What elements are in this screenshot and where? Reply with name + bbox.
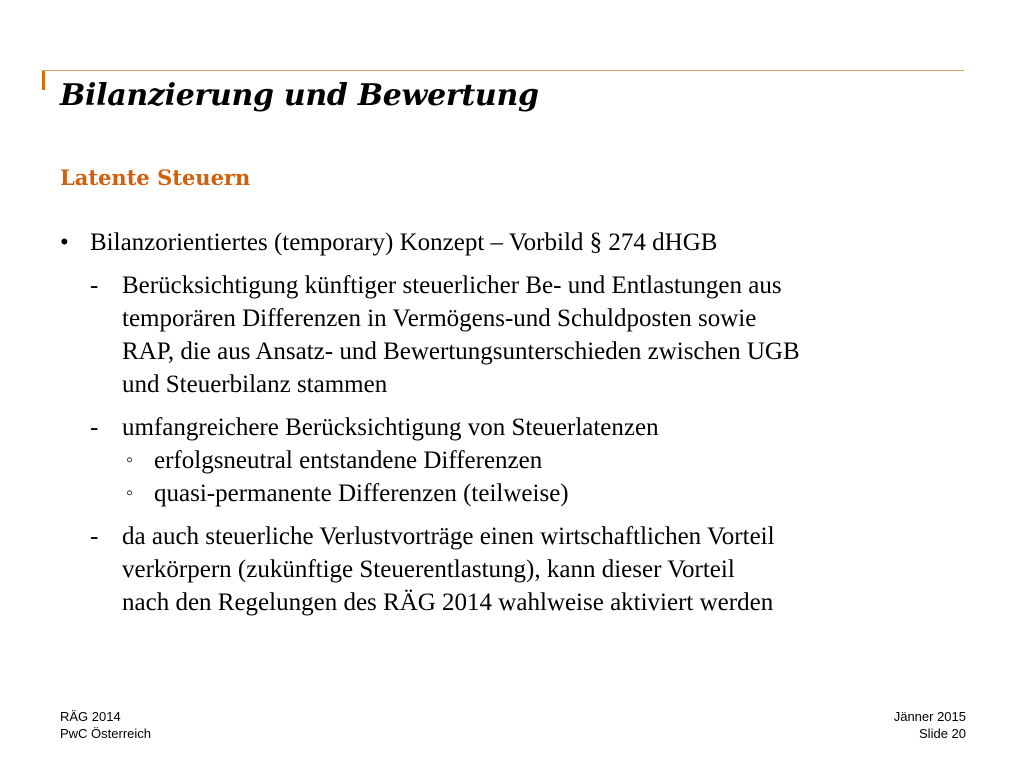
text-line: Berücksichtigung künftiger steuerlicher Be- und Entlastungen aus [122, 272, 782, 299]
text-line: umfangreichere Berücksichtigung von Steuerlatenzen [122, 414, 659, 441]
text-line: temporären Differenzen in Vermögens-und Schuldposten sowie [122, 305, 757, 332]
footer-date: Jänner 2015 [893, 709, 966, 724]
text-line: da auch steuerliche Verlustvorträge einen wirtschaftlichen Vorteil [122, 523, 775, 550]
slide-number: Slide 20 [919, 726, 966, 741]
footer-left [60, 708, 151, 742]
footer-right [894, 708, 966, 742]
slide-title: Bilanzierung und Bewertung [60, 78, 539, 113]
sub-item-text: erfolgsneutral entstandene Differenzen [154, 447, 543, 474]
footer-topic: RÄG 2014 [60, 709, 121, 724]
dash-item-3-text [122, 520, 980, 619]
dash-item-1 [90, 269, 980, 401]
circle-bullet-icon: ◦ [126, 449, 134, 471]
bullet-item [60, 226, 980, 259]
slide-content [60, 226, 980, 619]
slide-subtitle: Latente Steuern [60, 165, 251, 190]
text-line: verkörpern (zukünftige Steuerentlastung), kann dieser Vorteil [122, 556, 735, 583]
footer-company: PwC Österreich [60, 726, 152, 741]
text-line: nach den Regelungen des RÄG 2014 wahlweise aktiviert werden [122, 589, 774, 616]
text-line: und Steuerbilanz stammen [122, 371, 388, 398]
dash-marker: - [90, 414, 99, 441]
bullet-text: Bilanzorientiertes (temporary) Konzept – Vorbild § 274 dHGB [90, 229, 718, 256]
text-line: RAP, die aus Ansatz- und Bewertungsunterschieden zwischen UGB [122, 338, 800, 365]
corner-accent [42, 70, 45, 90]
header-rule [42, 70, 964, 71]
dash-item-3 [90, 520, 980, 619]
sub-item-text: quasi-permanente Differenzen (teilweise) [154, 480, 569, 507]
dash-item-1-text [122, 269, 980, 401]
dash-item-2 [90, 411, 980, 510]
circle-bullet-icon: ◦ [126, 482, 134, 504]
bullet-marker: • [60, 229, 69, 256]
dash-marker: - [90, 272, 99, 299]
sub-item-2 [122, 477, 980, 510]
dash-item-2-text [122, 411, 980, 510]
sub-item-1 [122, 444, 980, 477]
dash-marker: - [90, 523, 99, 550]
